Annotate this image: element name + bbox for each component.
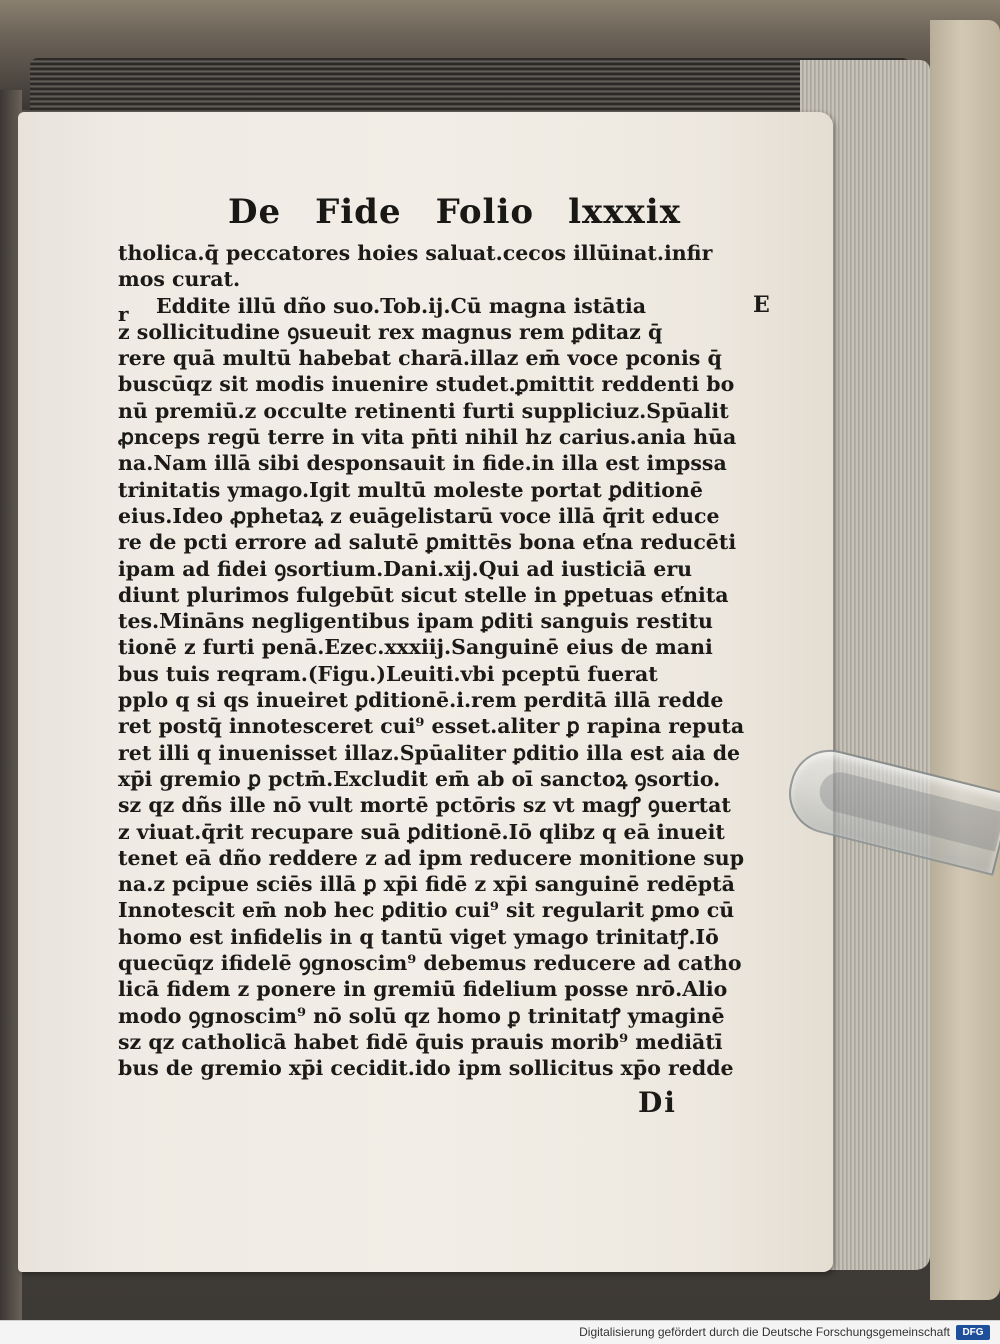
- text-line: quecūqz ifidelē ꝯgnoscim⁹ debemus reducere ad catho: [118, 951, 742, 976]
- text-line: ipam ad fidei ꝯsortium.Dani.xij.Qui ad iusticiā eru: [118, 556, 693, 581]
- text-line: rere quā multū habebat charā.illaz em̄ voce pconis q̄: [118, 346, 722, 371]
- text-line: na.z pcipue sciēs illā ꝑ xp̄i fidē z xp̄i sanguinē redēptā: [118, 872, 735, 897]
- text-line: na.Nam illā sibi desponsauit in fide.in illa est impssa: [118, 451, 727, 476]
- signature-mark: Di: [638, 1085, 677, 1119]
- text-line: tes.Mināns negligentibus ipam ꝑditi sanguis restitu: [118, 609, 713, 634]
- text-lines: [118, 240, 778, 1082]
- text-line: bus tuis reqram.(Figu.)Leuiti.vbi pceptū fuerat: [118, 661, 658, 686]
- text-line: bus de gremio xp̄i cecidit.ido ipm sollicitus xp̄o redde: [118, 1056, 734, 1081]
- text-line: licā fidem z ponere in gremiū fidelium posse nrō.Alio: [118, 977, 728, 1002]
- text-line: buscūqz sit modis inuenire studet.ꝑmittit reddenti bo: [118, 372, 735, 397]
- text-line: diunt plurimos fulgebūt sicut stelle in ꝑpetuas eťnita: [118, 582, 729, 607]
- digitization-footer: [0, 1320, 1000, 1344]
- text-line: Innotescit em̄ nob hec ꝑditio cui⁹ sit regularit ꝑmo cū: [118, 898, 735, 923]
- running-head: [228, 192, 778, 232]
- page-stack-top: [30, 58, 910, 118]
- text-line: sz qz catholicā habet fidē q̄uis prauis morib⁹ mediātī: [118, 1029, 723, 1054]
- text-line: re de pcti errore ad salutē ꝑmittēs bona eťna reducēti: [118, 530, 737, 555]
- text-line: homo est infidelis in q tantū viget ymago trinitatꝭ.Iō: [118, 924, 719, 949]
- text-line: ret postq̄ innotesceret cui⁹ esset.aliter ꝑ rapina reputa: [118, 714, 745, 739]
- dfg-logo: DFG: [956, 1325, 990, 1340]
- book-cover-flap: [930, 20, 1000, 1300]
- text-line: z viuat.q̄rit recupare suā ꝑditionē.Iō qlibz q eā inueit: [118, 819, 725, 844]
- text-line: modo ꝯgnoscim⁹ nō solū qz homo ꝑ trinitatꝭ ymaginē: [118, 1003, 725, 1028]
- running-head-word-1: De: [228, 192, 282, 232]
- text-line: Eddite illū dño suo.Tob.ij.Cū magna istātia: [156, 293, 647, 318]
- text-line: xp̄i gremio ꝑ pctm̄.Excludit em̄ ab oī sanctoꝝ ꝯsortio.: [118, 766, 721, 791]
- text-line: z sollicitudine ꝯsueuit rex magnus rem ꝑditaz q̄: [118, 319, 663, 344]
- text-line: nū premiū.z occulte retinenti furti suppliciuz.Spūalit: [118, 398, 729, 423]
- text-line: mos curat.: [118, 267, 241, 292]
- running-head-word-2: Fide: [315, 192, 402, 232]
- text-line: ꝓnceps regū terre in vita pn̄ti nihil hz carius.ania hūa: [118, 425, 737, 450]
- text-line: tenet eā dño reddere z ad ipm reducere monitione sup: [118, 845, 745, 870]
- margin-guide-letter: r: [118, 302, 129, 326]
- text-line: sz qz dñs ille nō vult mortē pctōris sz vt magꝭ ꝯuertat: [118, 793, 731, 818]
- text-line: eius.Ideo ꝓphetaꝝ z euāgelistarū voce illā q̄rit educe: [118, 503, 720, 528]
- footer-credit: Digitalisierung gefördert durch die Deutsche Forschungsgemeinschaft: [579, 1325, 950, 1339]
- text-line: pplo q si qs inueiret ꝑditionē.i.rem perditā illā redde: [118, 688, 724, 713]
- running-head-word-3: Folio: [435, 192, 535, 232]
- text-line: tionē z furti penā.Ezec.xxxiij.Sanguinē eius de mani: [118, 635, 713, 660]
- page-text-block: [118, 192, 778, 1119]
- folio-number: lxxxix: [568, 192, 681, 232]
- text-line: trinitatis ymago.Igit multū moleste portat ꝑditionē: [118, 477, 703, 502]
- text-line: ret illi q inuenisset illaz.Spūaliter ꝑditio illa est aia de: [118, 740, 741, 765]
- text-line: tholica.q̄ peccatores hoies saluat.cecos illūinat.infir: [118, 241, 713, 265]
- guide-letter: E: [753, 292, 770, 318]
- book-page: [18, 112, 833, 1272]
